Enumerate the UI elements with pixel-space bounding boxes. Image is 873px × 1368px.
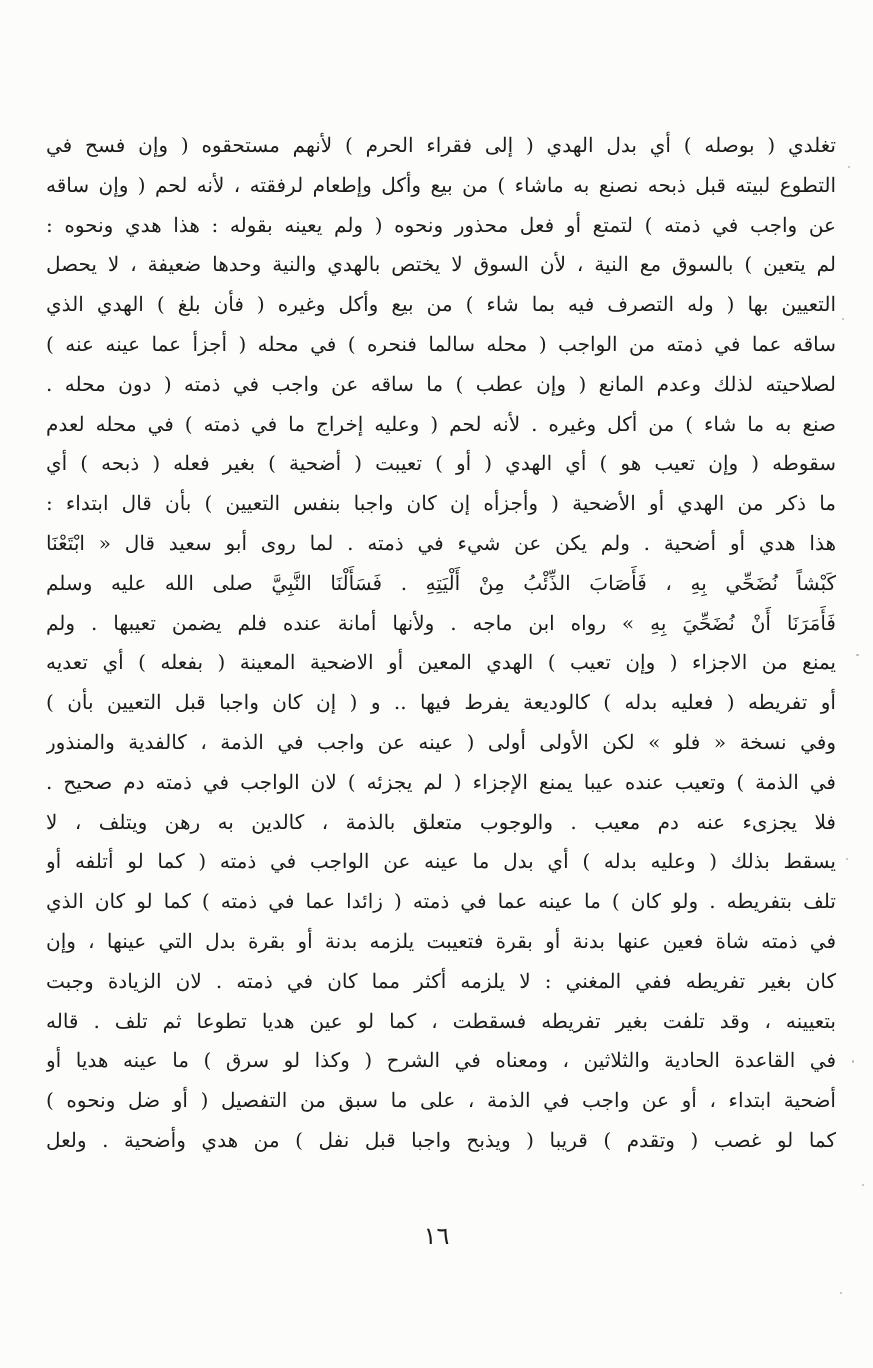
text-line: فَأَمَرَنَا أَنْ نُضَحِّيَ بِهِ » رواه ابن ماجه . ولأنها أمانة عنده فلم يضمن تعيبها . ولم [46,610,836,635]
text-line: لم يتعين ) بالسوق مع النية ، لأن السوق لا يختص بالهدي والنية وحدها ضعيفة ، لا يحصل [46,252,836,277]
text-line: كان بغير تفريطه ففي المغني : لا يلزمه أكثر مما كان في ذمته . لان الزيادة وجبت [46,968,836,993]
scan-speck [848,166,850,168]
text-line: أضحية ابتداء ، أو عن واجب في الذمة ، على ما سبق من التفصيل ( أو ضل ونحوه ) [46,1088,836,1113]
text-line: في القاعدة الحادية والثلاثين ، ومعناه في الشرح ( وكذا لو سرق ) ما عينه هديا أو [46,1048,836,1073]
text-line: وفي نسخة « فلو » لكن الأولى أولى ( عينه عن واجب في الذمة ، كالفدية والمنذور [46,729,836,754]
scan-speck [842,318,844,320]
text-line: ما ذكر من الهدي أو الأضحية ( وأجزأه إن كان واجبا بنفس التعيين ) بأن قال ابتداء : [46,491,836,516]
text-line: كما لو غصب ( وتقدم ) قريبا ( ويذبح واجبا قبل نفل ) من هدي وأضحية . ولعل [46,1127,836,1152]
text-line: التطوع لبيته قبل ذبحه نصنع به ماشاء ) من بيع وأكل وإطعام لرفقته ، لأنه لحم ( وإن ساقه [46,172,836,197]
text-line: تغلدي ( بوصله ) أي بدل الهدي ( إلى فقراء الحرم ) لأنهم مستحقوه ( وإن فسح في [46,133,836,157]
text-line: في ذمته شاة فعين عنها بدنة أو بقرة فتعيبت يلزمه بدنة أو بقرة بدل التي عينها ، وإن [46,928,836,953]
text-line: تلف بتفريطه . ولو كان ) ما عينه عما في ذمته ( زائدا عما في ذمته ) كما لو كان الذي [46,889,836,914]
scan-speck [852,1060,854,1063]
body-text [46,126,836,1161]
page-number: ١٦ [423,1222,450,1250]
text-line: فلا يجزىء عنه دم معيب . والوجوب متعلق بالذمة ، كالدين به رهن ويتلف ، لا [46,809,836,834]
scan-speck [862,1184,864,1186]
text-line: هذا هدي أو أضحية . ولم يكن عن شيء في ذمته . لما روى أبو سعيد قال « ابْتَعْنَا [46,530,836,555]
text-line: بتعيينه ، وقد تلفت بغير تفريطه فسقطت ، كما لو عين هديا تطوعا ثم تلف . قاله [46,1008,836,1033]
text-line: يمنع من الاجزاء ( وإن تعيب ) الهدي المعين أو الاضحية المعينة ( بفعله ) أي تعديه [46,650,836,675]
text-line: في الذمة ) وتعيب عنده عيبا يمنع الإجزاء ( لم يجزئه ) لان الواجب في ذمته دم صحيح . [46,769,836,794]
text-line: لصلاحيته لذلك وعدم المانع ( وإن عطب ) ما ساقه عن واجب في ذمته ( دون محله . [46,371,836,396]
text-line: سقوطه ( وإن تعيب هو ) أي الهدي ( أو ) تعيبت ( أضحية ) بغير فعله ( ذبحه ) أي [46,451,836,476]
text-line: يسقط بذلك ( وعليه بدله ) أي بدل ما عينه عن الواجب في ذمته ( كما لو أتلفه أو [46,849,836,874]
text-line: التعيين بها ( وله التصرف فيه بما شاء ) من بيع وأكل وغيره ( فأن بلغ ) الهدي الذي [46,292,836,317]
text-line: عن واجب في ذمته ) لتمتع أو فعل محذور ونحوه ( ولم يعينه بقوله : هذا هدي ونحوه : [46,212,836,237]
scan-speck [846,858,848,860]
text-line: صنع به ما شاء ) من أكل وغيره . لأنه لحم ( وعليه إخراج ما في ذمته ) في محله لعدم [46,411,836,436]
scan-speck [856,654,859,656]
text-line: ساقه عما في ذمته من الواجب ( محله سالما فنحره ) في محله ( أجزأ عما عينه عنه ) [46,331,836,356]
text-line: كَبْشاً نُضَحِّي بِهِ ، فَأَصَابَ الذِّئْبُ مِنْ أَلْيَتِهِ . فَسَأَلْنَا النَّبِيَّ صلى الله عليه وسلم [46,570,836,595]
scan-speck [840,1292,842,1294]
text-line: أو تفريطه ( فعليه بدله ) كالوديعة يفرط فيها .. و ( إن كان واجبا قبل التعيين بأن ) [46,690,836,715]
